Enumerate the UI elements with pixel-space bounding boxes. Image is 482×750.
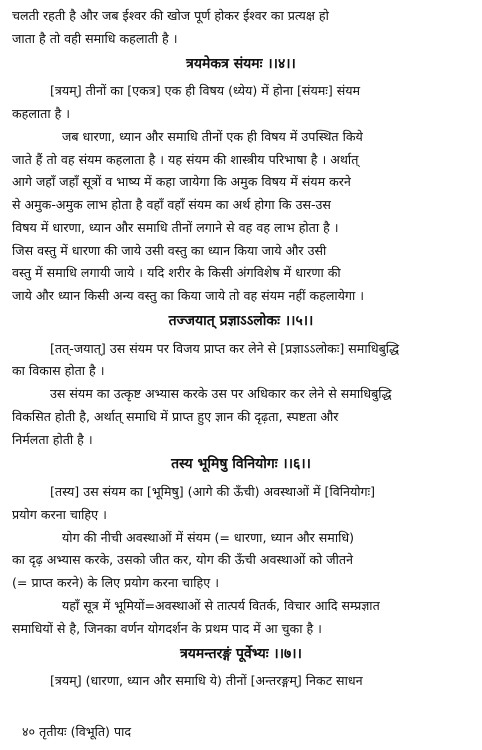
page-footer: ४० तृतीयः (विभूति) पाद	[22, 724, 132, 739]
text-line: [तत्-जयात्] उस संयम पर विजय प्राप्त कर लेने से [प्रज्ञाऽऽलोकः] समाधिबुद्धि	[50, 340, 400, 356]
text-line: जाता है तो वही समाधि कहलाती है ।	[12, 30, 178, 46]
sutra-heading-6: तस्य भूमिषु विनियोगः ।।६।।	[171, 456, 311, 473]
text-line: यहाँ सूत्र में भूमियों=अवस्थाओं से तात्पर्य वितर्क, विचार आदि सम्प्रज्ञात	[62, 597, 380, 613]
text-line: [त्रयम्] (धारणा, ध्यान और समाधि ये) तीनों [अन्तरङ्गम्] निकट साधन	[50, 673, 363, 689]
sutra-heading-4: त्रयमेकत्र संयमः ।।४।।	[186, 55, 296, 72]
text-line: निर्मलता होती है ।	[12, 431, 93, 447]
text-line: आगे जहाँ जहाँ सूत्रों व भाष्य में कहा जायेगा कि अमुक विषय में संयम करने	[12, 174, 351, 190]
text-line: का दृढ़ अभ्यास करके, उसको जीत कर, योग की ऊँची अवस्थाओं को जीतने	[12, 552, 354, 568]
sutra-heading-5: तज्जयात् प्रज्ञाऽऽलोकः ।।५।।	[168, 312, 314, 329]
text-line: [तस्य] उस संयम का [भूमिषु] (आगे की ऊँची) अवस्थाओं में [विनियोगः]	[50, 484, 376, 500]
text-line: उस संयम का उत्कृष्ट अभ्यास करके उस पर अधिकार कर लेने से समाधिबुद्धि	[50, 386, 392, 402]
text-line: जाते हैं तो वह संयम कहलाता है । यह संयम की शास्त्रीय परिभाषा है । अर्थात्	[12, 151, 359, 167]
text-line: जब धारणा, ध्यान और समाधि तीनों एक ही विषय में उपस्थित किये	[62, 128, 363, 144]
sutra-heading-7: त्रयमन्तरङ्गं पूर्वेभ्यः ।।७।।	[180, 645, 302, 662]
text-line: चलती रहती है और जब ईश्वर की खोज पूर्ण होकर ईश्वर का प्रत्यक्ष हो	[12, 8, 329, 23]
text-line: (= प्राप्त करने) के लिए प्रयोग करना चाहिए ।	[12, 575, 219, 591]
text-line: विकसित होती है, अर्थात् समाधि में प्राप्त हुए ज्ञान की दृढ़ता, स्पष्टता और	[12, 408, 339, 424]
text-line: का विकास होता है ।	[12, 363, 105, 379]
text-line: से अमुक-अमुक लाभ होता है वहाँ वहाँ संयम का अर्थ होगा कि उस-उस	[12, 197, 331, 213]
text-line: विषय में धारणा, ध्यान और समाधि तीनों लगाने से वह वह लाभ होता है ।	[12, 219, 339, 235]
text-line: समाधियों से है, जिनका वर्णन योगदर्शन के प्रथम पाद में आ चुका है ।	[12, 620, 322, 636]
text-line: वस्तु में समाधि लगायी जाये । यदि शरीर के किसी अंगविशेष में धारणा की	[12, 265, 341, 281]
text-line: कहलाता है ।	[12, 106, 71, 121]
text-line: [त्रयम्] तीनों का [एकत्र] एक ही विषय (ध्येय) में होना [संयमः] संयम	[50, 83, 361, 99]
text-line: जिस वस्तु में धारणा की जाये उसी वस्तु का ध्यान किया जाये और उसी	[12, 242, 327, 258]
text-line: योग की नीची अवस्थाओं में संयम (= धारणा, ध्यान और समाधि)	[62, 529, 355, 545]
text-line: जाये और ध्यान किसी अन्य वस्तु का किया जाये तो वह संयम नहीं कहलायेगा ।	[12, 288, 365, 304]
text-line: प्रयोग करना चाहिए ।	[12, 506, 107, 522]
